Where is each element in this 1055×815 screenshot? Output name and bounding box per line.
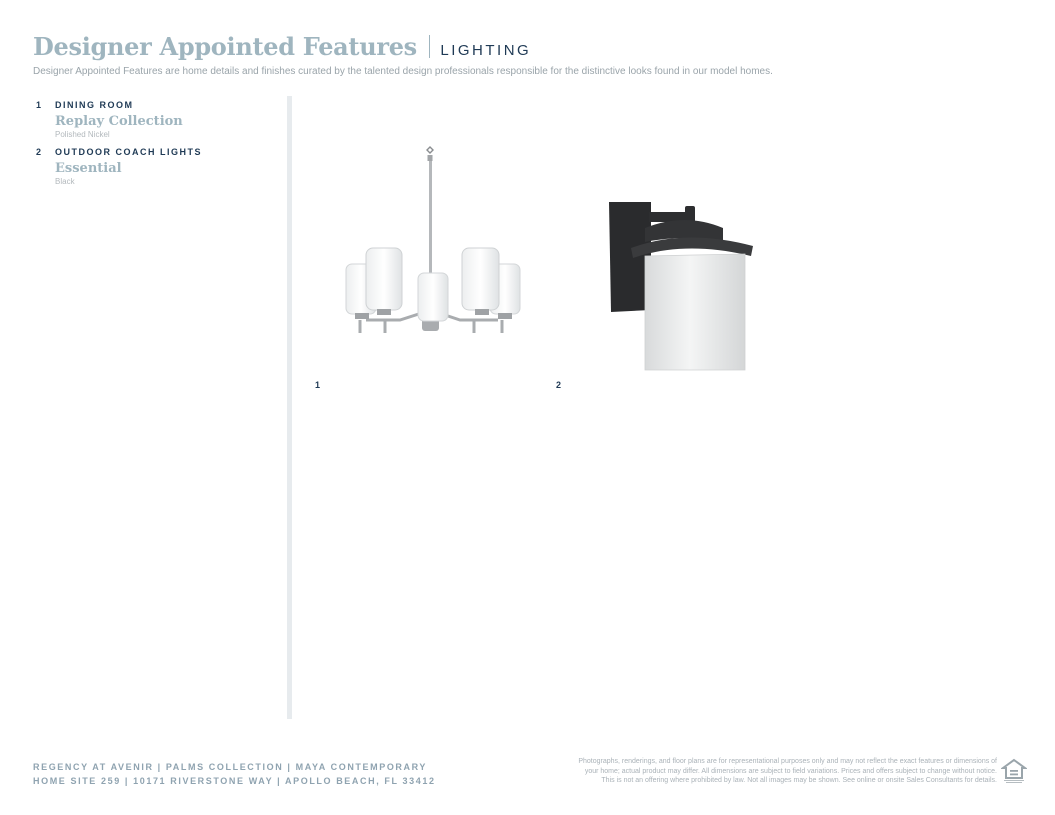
item-name: Replay Collection <box>55 114 183 129</box>
image-number: 1 <box>315 380 321 390</box>
feature-list <box>36 100 276 194</box>
item-category: OUTDOOR COACH LIGHTS <box>55 147 202 157</box>
disclaimer-line: This is not an offering where prohibited by law. Not all images may be shown. See online or onsite Sales Consultants for details. <box>601 777 997 784</box>
item-finish: Polished Nickel <box>55 130 110 139</box>
section-label: LIGHTING <box>440 42 532 59</box>
image-number: 2 <box>556 380 562 390</box>
vertical-divider <box>287 96 292 719</box>
footer-community-line: REGENCY AT AVENIR | PALMS COLLECTION | MAYA CONTEMPORARY <box>33 762 427 772</box>
legal-disclaimer <box>477 757 997 786</box>
title-separator <box>429 35 431 58</box>
list-item <box>36 100 276 139</box>
footer-address-line: HOME SITE 259 | 10171 RIVERSTONE WAY | APOLLO BEACH, FL 33412 <box>33 776 436 786</box>
chandelier-image <box>340 145 525 350</box>
coach-light-image <box>605 198 760 374</box>
page-header <box>33 32 531 61</box>
list-item <box>36 147 276 186</box>
page-subtitle: Designer Appointed Features are home details and finishes curated by the talented design professionals responsible for the distinctive looks found in our model homes. <box>33 66 773 77</box>
disclaimer-line: Photographs, renderings, and floor plans are for representational purposes only and may not reflect the exact features or dimensions of <box>578 758 997 765</box>
page-title: Designer Appointed Features <box>33 32 417 61</box>
item-number: 1 <box>36 100 42 110</box>
footer-address <box>33 760 436 788</box>
item-name: Essential <box>55 161 122 176</box>
item-category: DINING ROOM <box>55 100 134 110</box>
disclaimer-line: your home; actual product may differ. All dimensions are subject to field variations. Prices and offers subject to change without notice. <box>584 767 997 775</box>
equal-housing-opportunity-icon <box>1001 758 1027 784</box>
item-number: 2 <box>36 147 42 157</box>
item-finish: Black <box>55 177 75 186</box>
